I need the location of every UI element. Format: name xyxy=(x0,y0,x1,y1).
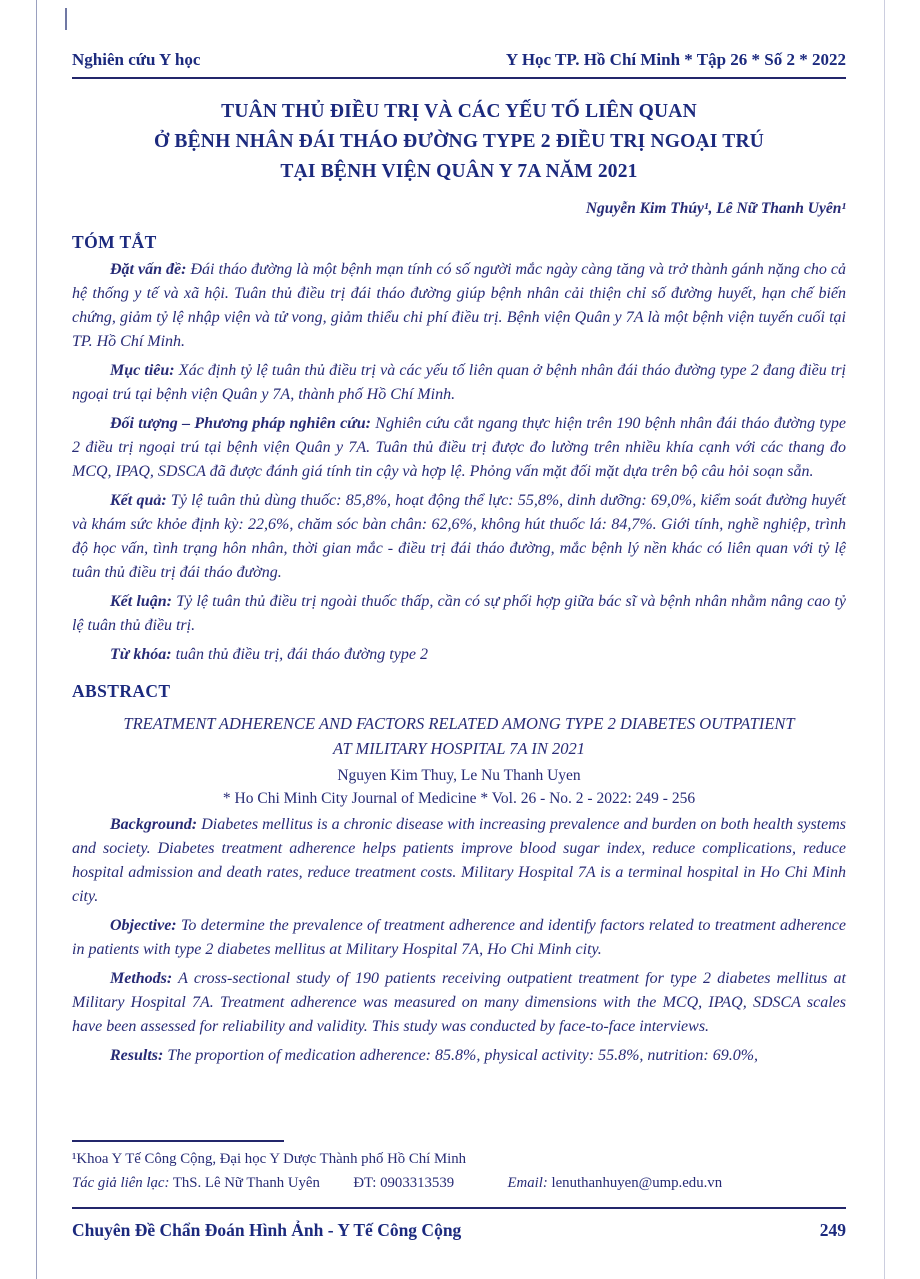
abstract-vi-heading: TÓM TẮT xyxy=(72,232,157,252)
header-rule xyxy=(72,77,846,79)
paragraph-doi-tuong-phuong-phap xyxy=(72,412,846,484)
paragraph-objective xyxy=(72,914,846,962)
paragraph-tu-khoa xyxy=(72,643,846,667)
paragraph-text: Tỷ lệ tuân thủ điều trị ngoài thuốc thấp, cần có sự phối hợp giữa bác sĩ và bệnh nhân nhằm nâng cao tỷ lệ tuân thủ điều trị. xyxy=(72,593,846,634)
journal-issue-label: Y Học TP. Hồ Chí Minh * Tập 26 * Số 2 * 2022 xyxy=(505,50,846,69)
paragraph-background xyxy=(72,813,846,909)
paragraph-ket-luan xyxy=(72,590,846,638)
abstract-en-heading: ABSTRACT xyxy=(72,681,171,701)
page-number: 249 xyxy=(819,1220,846,1240)
keywords-label: Từ khóa: xyxy=(110,646,172,663)
paragraph-text: To determine the prevalence of treatment adherence and identify factors related to treatment adherence in patients with type 2 diabetes mellitus at Military Hospital 7A, Ho Chi Minh city. xyxy=(72,917,846,958)
title-line-3: TẠI BỆNH VIỆN QUÂN Y 7A NĂM 2021 xyxy=(280,161,638,182)
paragraph-muc-tieu xyxy=(72,359,846,407)
journal-section-label: Nghiên cứu Y học xyxy=(72,50,201,69)
footnote-rule xyxy=(72,1140,284,1142)
paragraph-text: Xác định tỷ lệ tuân thủ điều trị và các yếu tố liên quan ở bệnh nhân đái tháo đường type 2 đang điều trị ngoại trú tại bệnh viện Quân y 7A, thành phố Hồ Chí Minh. xyxy=(72,362,846,403)
page-bottom xyxy=(72,1140,846,1241)
authors-line: Nguyễn Kim Thúy¹, Lê Nữ Thanh Uyên¹ xyxy=(585,200,846,217)
correspondence-name: ThS. Lê Nữ Thanh Uyên xyxy=(172,1175,320,1191)
paragraph-text: The proportion of medication adherence: 85.8%, physical activity: 55.8%, nutrition: 69.0%, xyxy=(163,1047,759,1064)
footer-section-title: Chuyên Đề Chẩn Đoán Hình Ảnh - Y Tế Công Cộng xyxy=(72,1220,462,1240)
title-line-1: TUÂN THỦ ĐIỀU TRỊ VÀ CÁC YẾU TỐ LIÊN QUAN xyxy=(221,101,697,122)
article-title-en xyxy=(72,711,846,761)
page-footer xyxy=(72,1220,846,1241)
page-header xyxy=(72,50,846,70)
footnote xyxy=(72,1147,846,1195)
paragraph-text: Nghiên cứu cắt ngang thực hiện trên 190 bệnh nhân đái tháo đường type 2 điều trị ngoại trú tại bệnh viện Quân y 7A. Tuân thủ điều trị được đo lường trên nhiều khía cạnh với các thang đo MCQ, IPAQ, SDSCA đã được đánh giá tính tin cậy và hợp lệ. Phỏng vấn mặt đối mặt dựa trên bộ câu hỏi soạn sẵn. xyxy=(72,415,847,480)
title-en-line-1: TREATMENT ADHERENCE AND FACTORS RELATED AMONG TYPE 2 DIABETES OUTPATIENT xyxy=(123,714,795,733)
paragraph-label: Đối tượng – Phương pháp nghiên cứu: xyxy=(110,415,371,432)
paragraph-text: Đái tháo đường là một bệnh mạn tính có số người mắc ngày càng tăng và trở thành gánh nặng cho cả hệ thống y tế và xã hội. Tuân thủ điều trị đái tháo đường giúp bệnh nhân cải thiện chỉ số đường huyết, hạn chế biến chứng, giảm tỷ lệ nhập viện và tử vong, giảm thiểu chi phí điều trị. Bệnh viện Quân y 7A là một bệnh viện tuyến cuối tại TP. Hồ Chí Minh. xyxy=(72,261,846,350)
paragraph-methods xyxy=(72,967,846,1039)
paragraph-label: Objective: xyxy=(110,917,177,934)
affiliation-note: ¹Khoa Y Tế Công Cộng, Đại học Y Dược Thành phố Hồ Chí Minh xyxy=(72,1151,467,1167)
email-address: lenuthanhuyen@ump.edu.vn xyxy=(551,1175,723,1191)
paragraph-label: Mục tiêu: xyxy=(110,362,175,379)
email-label: Email: xyxy=(507,1175,548,1191)
paragraph-label: Kết luận: xyxy=(110,593,172,610)
phone-number: 0903313539 xyxy=(380,1175,455,1191)
paragraph-text: Diabetes mellitus is a chronic disease with increasing prevalence and burden on both health systems and society. Diabetes treatment adherence helps patients improve blood sugar index, reduce complications, reduce hospital admission and death rates, reduce treatment costs. Military Hospital 7A is a terminal hospital in Ho Chi Minh city. xyxy=(72,816,846,905)
paragraph-text: A cross-sectional study of 190 patients receiving outpatient treatment for type 2 diabetes mellitus at Military Hospital 7A. Treatment adherence was measured on many dimensions with the MCQ, IPAQ, SDSCA scales have been assessed for reliability and validity. This study was conducted by face-to-face interviews. xyxy=(72,970,846,1035)
correspondence-note xyxy=(72,1171,846,1195)
title-line-2: Ở BỆNH NHÂN ĐÁI THÁO ĐƯỜNG TYPE 2 ĐIỀU TRỊ NGOẠI TRÚ xyxy=(153,131,765,152)
paragraph-ket-qua xyxy=(72,489,846,585)
footer-rule xyxy=(72,1207,846,1209)
phone-label: ĐT: xyxy=(353,1175,377,1191)
paragraph-label: Results: xyxy=(110,1047,164,1064)
authors-en: Nguyen Kim Thuy, Le Nu Thanh Uyen xyxy=(337,767,581,784)
correspondence-label: Tác giả liên lạc: xyxy=(72,1175,170,1191)
paragraph-dat-van-de xyxy=(72,258,846,354)
paragraph-label: Methods: xyxy=(110,970,173,987)
paragraph-label: Kết quả: xyxy=(110,492,167,509)
keywords-text: tuân thủ điều trị, đái tháo đường type 2 xyxy=(171,646,428,663)
journal-citation: * Ho Chi Minh City Journal of Medicine * Vol. 26 - No. 2 - 2022: 249 - 256 xyxy=(222,790,696,807)
paragraph-results xyxy=(72,1044,846,1068)
title-en-line-2: AT MILITARY HOSPITAL 7A IN 2021 xyxy=(333,739,585,758)
paragraph-text: Tỷ lệ tuân thủ dùng thuốc: 85,8%, hoạt động thể lực: 55,8%, dinh dưỡng: 69,0%, kiểm soát đường huyết và khám sức khỏe định kỳ: 22,6%, chăm sóc bàn chân: 62,6%, không hút thuốc lá: 84,7%. Giới tính, nghề nghiệp, trình độ học vấn, tình trạng hôn nhân, thời gian mắc - điều trị đái tháo đường, mắc bệnh lý nền khác có liên quan với tỷ lệ tuân thủ điều trị đái tháo đường. xyxy=(72,492,846,581)
paragraph-label: Đặt vấn đề: xyxy=(110,261,187,278)
article-title xyxy=(72,97,846,187)
paragraph-label: Background: xyxy=(110,816,198,833)
